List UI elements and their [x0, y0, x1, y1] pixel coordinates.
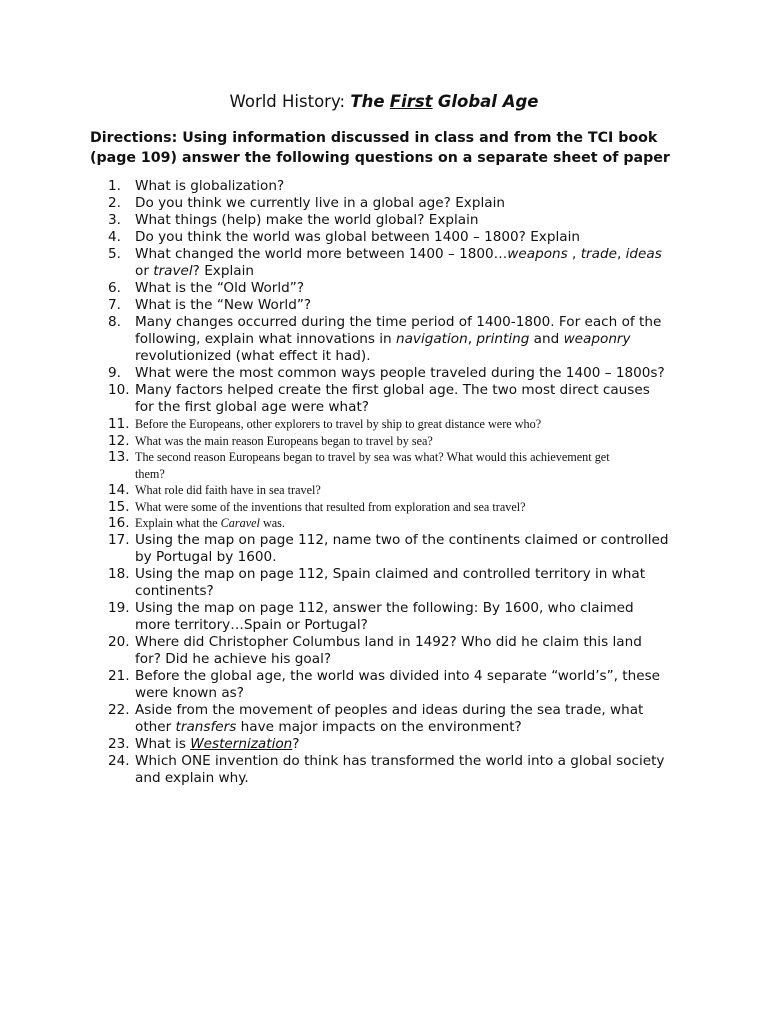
question-5 — [0, 246, 690, 280]
question-number: 23. — [108, 735, 130, 752]
question-number: 21. — [108, 667, 130, 684]
question-text: were known as? — [135, 684, 244, 701]
question-text: Where did Christopher Columbus land in 1492? Who did he claim this land — [135, 633, 642, 650]
question-16 — [0, 515, 690, 532]
question-number: 18. — [108, 565, 130, 582]
question-number: 11. — [108, 416, 130, 432]
question-text: ? — [292, 735, 300, 752]
question-18 — [0, 566, 690, 600]
question-3 — [0, 212, 690, 229]
question-17 — [0, 532, 690, 566]
question-text: , — [567, 246, 581, 262]
question-number: 12. — [108, 432, 130, 449]
question-text: Many changes occurred during the time period of 1400-1800. For each of the — [135, 314, 662, 330]
question-23 — [0, 736, 690, 753]
question-list — [0, 178, 768, 787]
emphasis-travel: travel — [153, 263, 193, 279]
question-number: 24. — [108, 752, 130, 769]
question-text: Using the map on page 112, answer the following: By 1600, who claimed — [135, 599, 634, 616]
question-text: following, explain what innovations in — [135, 331, 396, 347]
question-text: more territory…Spain or Portugal? — [135, 616, 368, 633]
directions-line-1: Directions: Using information discussed in class and from the TCI book — [90, 130, 658, 146]
question-text: What is — [135, 735, 191, 752]
emphasis-trade: trade — [580, 246, 617, 262]
question-11 — [0, 416, 690, 433]
title-global-age: Global Age — [437, 92, 539, 111]
emphasis-caravel: Caravel — [220, 516, 260, 530]
page-title — [0, 92, 768, 111]
question-22 — [0, 702, 690, 736]
question-14 — [0, 482, 690, 499]
directions — [90, 128, 690, 168]
question-text: by Portugal by 1600. — [135, 548, 277, 565]
question-number: 6. — [108, 280, 121, 296]
question-text: have major impacts on the environment? — [236, 718, 522, 735]
question-21 — [0, 668, 690, 702]
question-text: Which ONE invention do think has transformed the world into a global society — [135, 752, 665, 769]
question-number: 20. — [108, 633, 130, 650]
question-text: Do you think the world was global between 1400 – 1800? Explain — [135, 229, 580, 245]
question-text: or — [135, 263, 154, 279]
question-text: Using the map on page 112, Spain claimed and controlled territory in what — [135, 565, 646, 582]
question-text: What is globalization? — [135, 178, 285, 194]
question-number: 22. — [108, 701, 130, 718]
question-number: 4. — [108, 229, 121, 245]
emphasis-weaponry: weaponry — [563, 331, 631, 347]
question-text: revolutionized (what effect it had). — [135, 348, 371, 364]
question-text: them? — [135, 466, 165, 481]
question-text: was. — [259, 516, 285, 530]
question-text: What was the main reason Europeans began to travel by sea? — [135, 433, 433, 448]
question-number: 19. — [108, 599, 130, 616]
question-number: 7. — [108, 297, 121, 313]
question-7 — [0, 297, 690, 314]
question-text: , — [467, 331, 477, 347]
question-text: Before the global age, the world was divided into 4 separate “world’s”, these — [135, 667, 661, 684]
question-text: What is the “New World”? — [135, 297, 312, 313]
question-number: 10. — [108, 382, 130, 398]
title-prefix: World History: — [229, 92, 351, 111]
title-the: The — [350, 92, 385, 111]
question-text: What things (help) make the world global? Explain — [135, 212, 479, 228]
question-number: 5. — [108, 246, 121, 262]
question-1 — [0, 178, 690, 195]
emphasis-transfers: transfers — [175, 718, 237, 735]
question-text: Explain what the — [135, 516, 221, 530]
question-text: What were the most common ways people traveled during the 1400 – 1800s? — [135, 365, 665, 381]
question-4 — [0, 229, 690, 246]
question-2 — [0, 195, 690, 212]
question-text: What changed the world more between 1400 – 1800… — [135, 246, 508, 262]
title-first: First — [389, 92, 433, 111]
question-text: Using the map on page 112, name two of the continents claimed or controlled — [135, 531, 669, 548]
emphasis-westernization: Westernization — [190, 735, 293, 752]
question-text: , — [616, 246, 626, 262]
question-text: Do you think we currently live in a global age? Explain — [135, 195, 505, 211]
question-number: 1. — [108, 178, 121, 194]
question-text: and explain why. — [135, 769, 249, 786]
question-number: 2. — [108, 195, 121, 211]
emphasis-navigation: navigation — [395, 331, 468, 347]
question-15 — [0, 499, 690, 516]
question-9 — [0, 365, 690, 382]
question-text: and — [529, 331, 564, 347]
question-number: 8. — [108, 314, 121, 330]
question-12 — [0, 433, 690, 450]
question-text: ? Explain — [192, 263, 254, 279]
emphasis-ideas: ideas — [625, 246, 662, 262]
question-text: for the first global age were what? — [135, 399, 370, 415]
question-text: other — [135, 718, 176, 735]
question-text: What role did faith have in sea travel? — [135, 483, 321, 497]
question-text: What is the “Old World”? — [135, 280, 305, 296]
question-20 — [0, 634, 690, 668]
question-number: 17. — [108, 531, 130, 548]
question-text: Aside from the movement of peoples and ideas during the sea trade, what — [135, 701, 644, 718]
question-number: 14. — [108, 482, 130, 498]
question-6 — [0, 280, 690, 297]
directions-line-2: (page 109) answer the following questions on a separate sheet of paper — [90, 150, 670, 166]
question-19 — [0, 600, 690, 634]
question-text: Many factors helped create the first global age. The two most direct causes — [135, 382, 650, 398]
question-number: 16. — [108, 515, 130, 531]
question-number: 3. — [108, 212, 121, 228]
question-number: 13. — [108, 449, 130, 465]
question-10 — [0, 382, 690, 416]
question-24 — [0, 753, 690, 787]
question-text: Before the Europeans, other explorers to travel by ship to great distance were who? — [135, 417, 542, 431]
question-8 — [0, 314, 690, 365]
question-13 — [0, 449, 690, 482]
question-number: 15. — [108, 498, 130, 515]
question-text: What were some of the inventions that resulted from exploration and sea travel? — [135, 499, 526, 514]
question-text: continents? — [135, 582, 214, 599]
question-text: for? Did he achieve his goal? — [135, 650, 332, 667]
question-text: The second reason Europeans began to travel by sea was what? What would this achievement get — [135, 450, 610, 464]
emphasis-printing: printing — [476, 331, 530, 347]
emphasis-weapons: weapons — [507, 246, 568, 262]
question-number: 9. — [108, 365, 121, 381]
